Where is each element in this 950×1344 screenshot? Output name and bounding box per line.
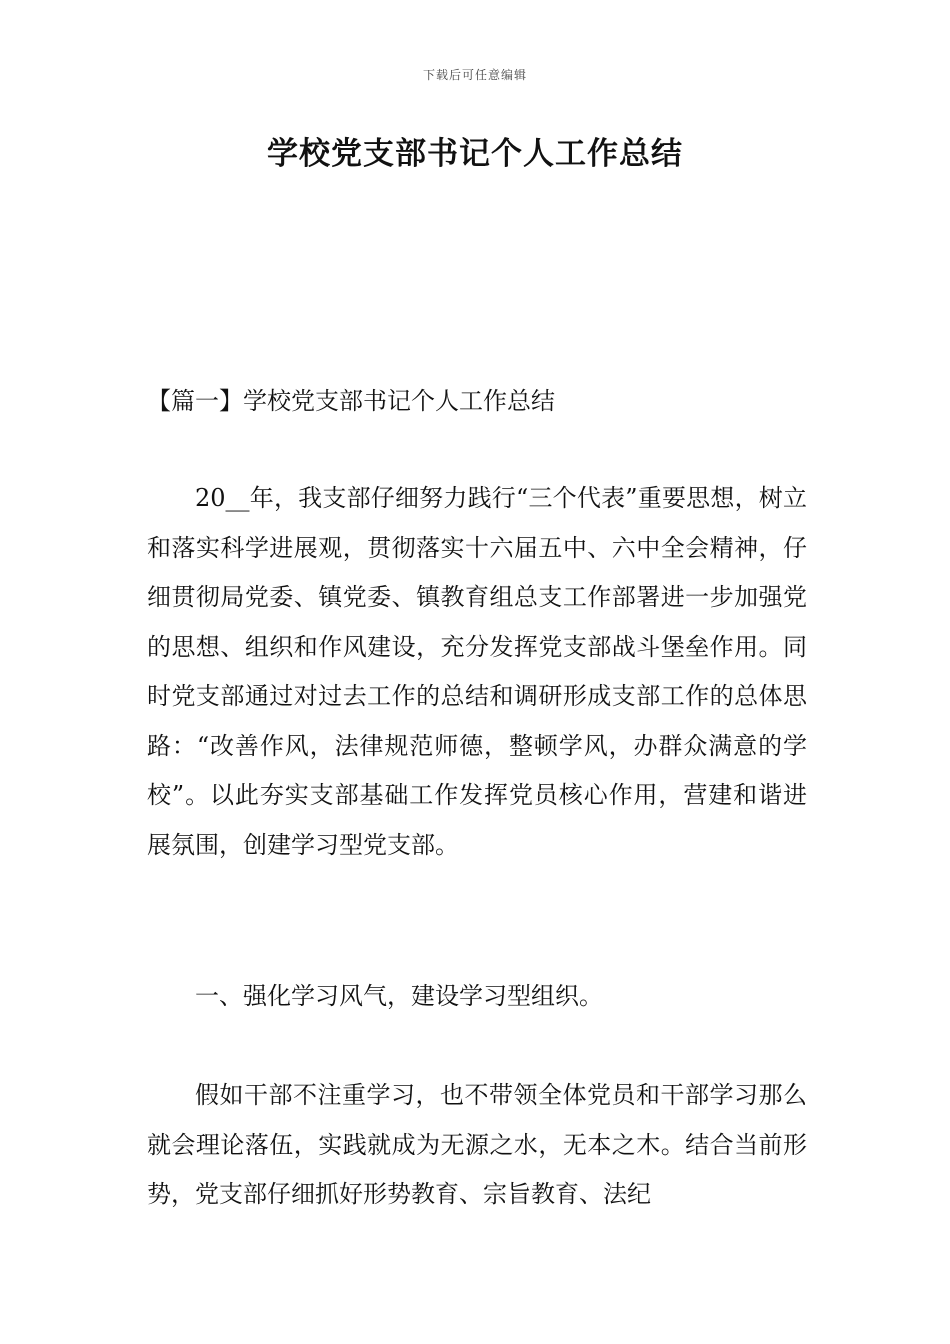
subsection-heading: 一、强化学习风气，建设学习型组织。 <box>195 982 603 1010</box>
document-title: 学校党支部书记个人工作总结 <box>267 136 683 172</box>
section-heading: 【篇一】学校党支部书记个人工作总结 <box>147 387 555 415</box>
paragraph-intro: 20__年，我支部仔细努力践行“三个代表”重要思想，树立和落实科学进展观，贯彻落实十六届五中、六中全会精神，仔细贯彻局党委、镇党委、镇教育组总支工作部署进一步加强党的思想、组织和作风建设，充分发挥党支部战斗堡垒作用。同时党支部通过对过去工作的总结和调研形成支部工作的总体思路：“改善作风，法律规范师德，整顿学风，办群众满意的学校”。以此夯实支部基础工作发挥党员核心作用，营建和谐进展氛围，创建学习型党支部。 <box>147 484 807 859</box>
paragraph-study: 假如干部不注重学习，也不带领全体党员和干部学习那么就会理论落伍，实践就成为无源之水，无本之木。结合当前形势，党支部仔细抓好形势教育、宗旨教育、法纪 <box>147 1081 807 1208</box>
header-note: 下载后可任意编辑 <box>422 68 527 82</box>
